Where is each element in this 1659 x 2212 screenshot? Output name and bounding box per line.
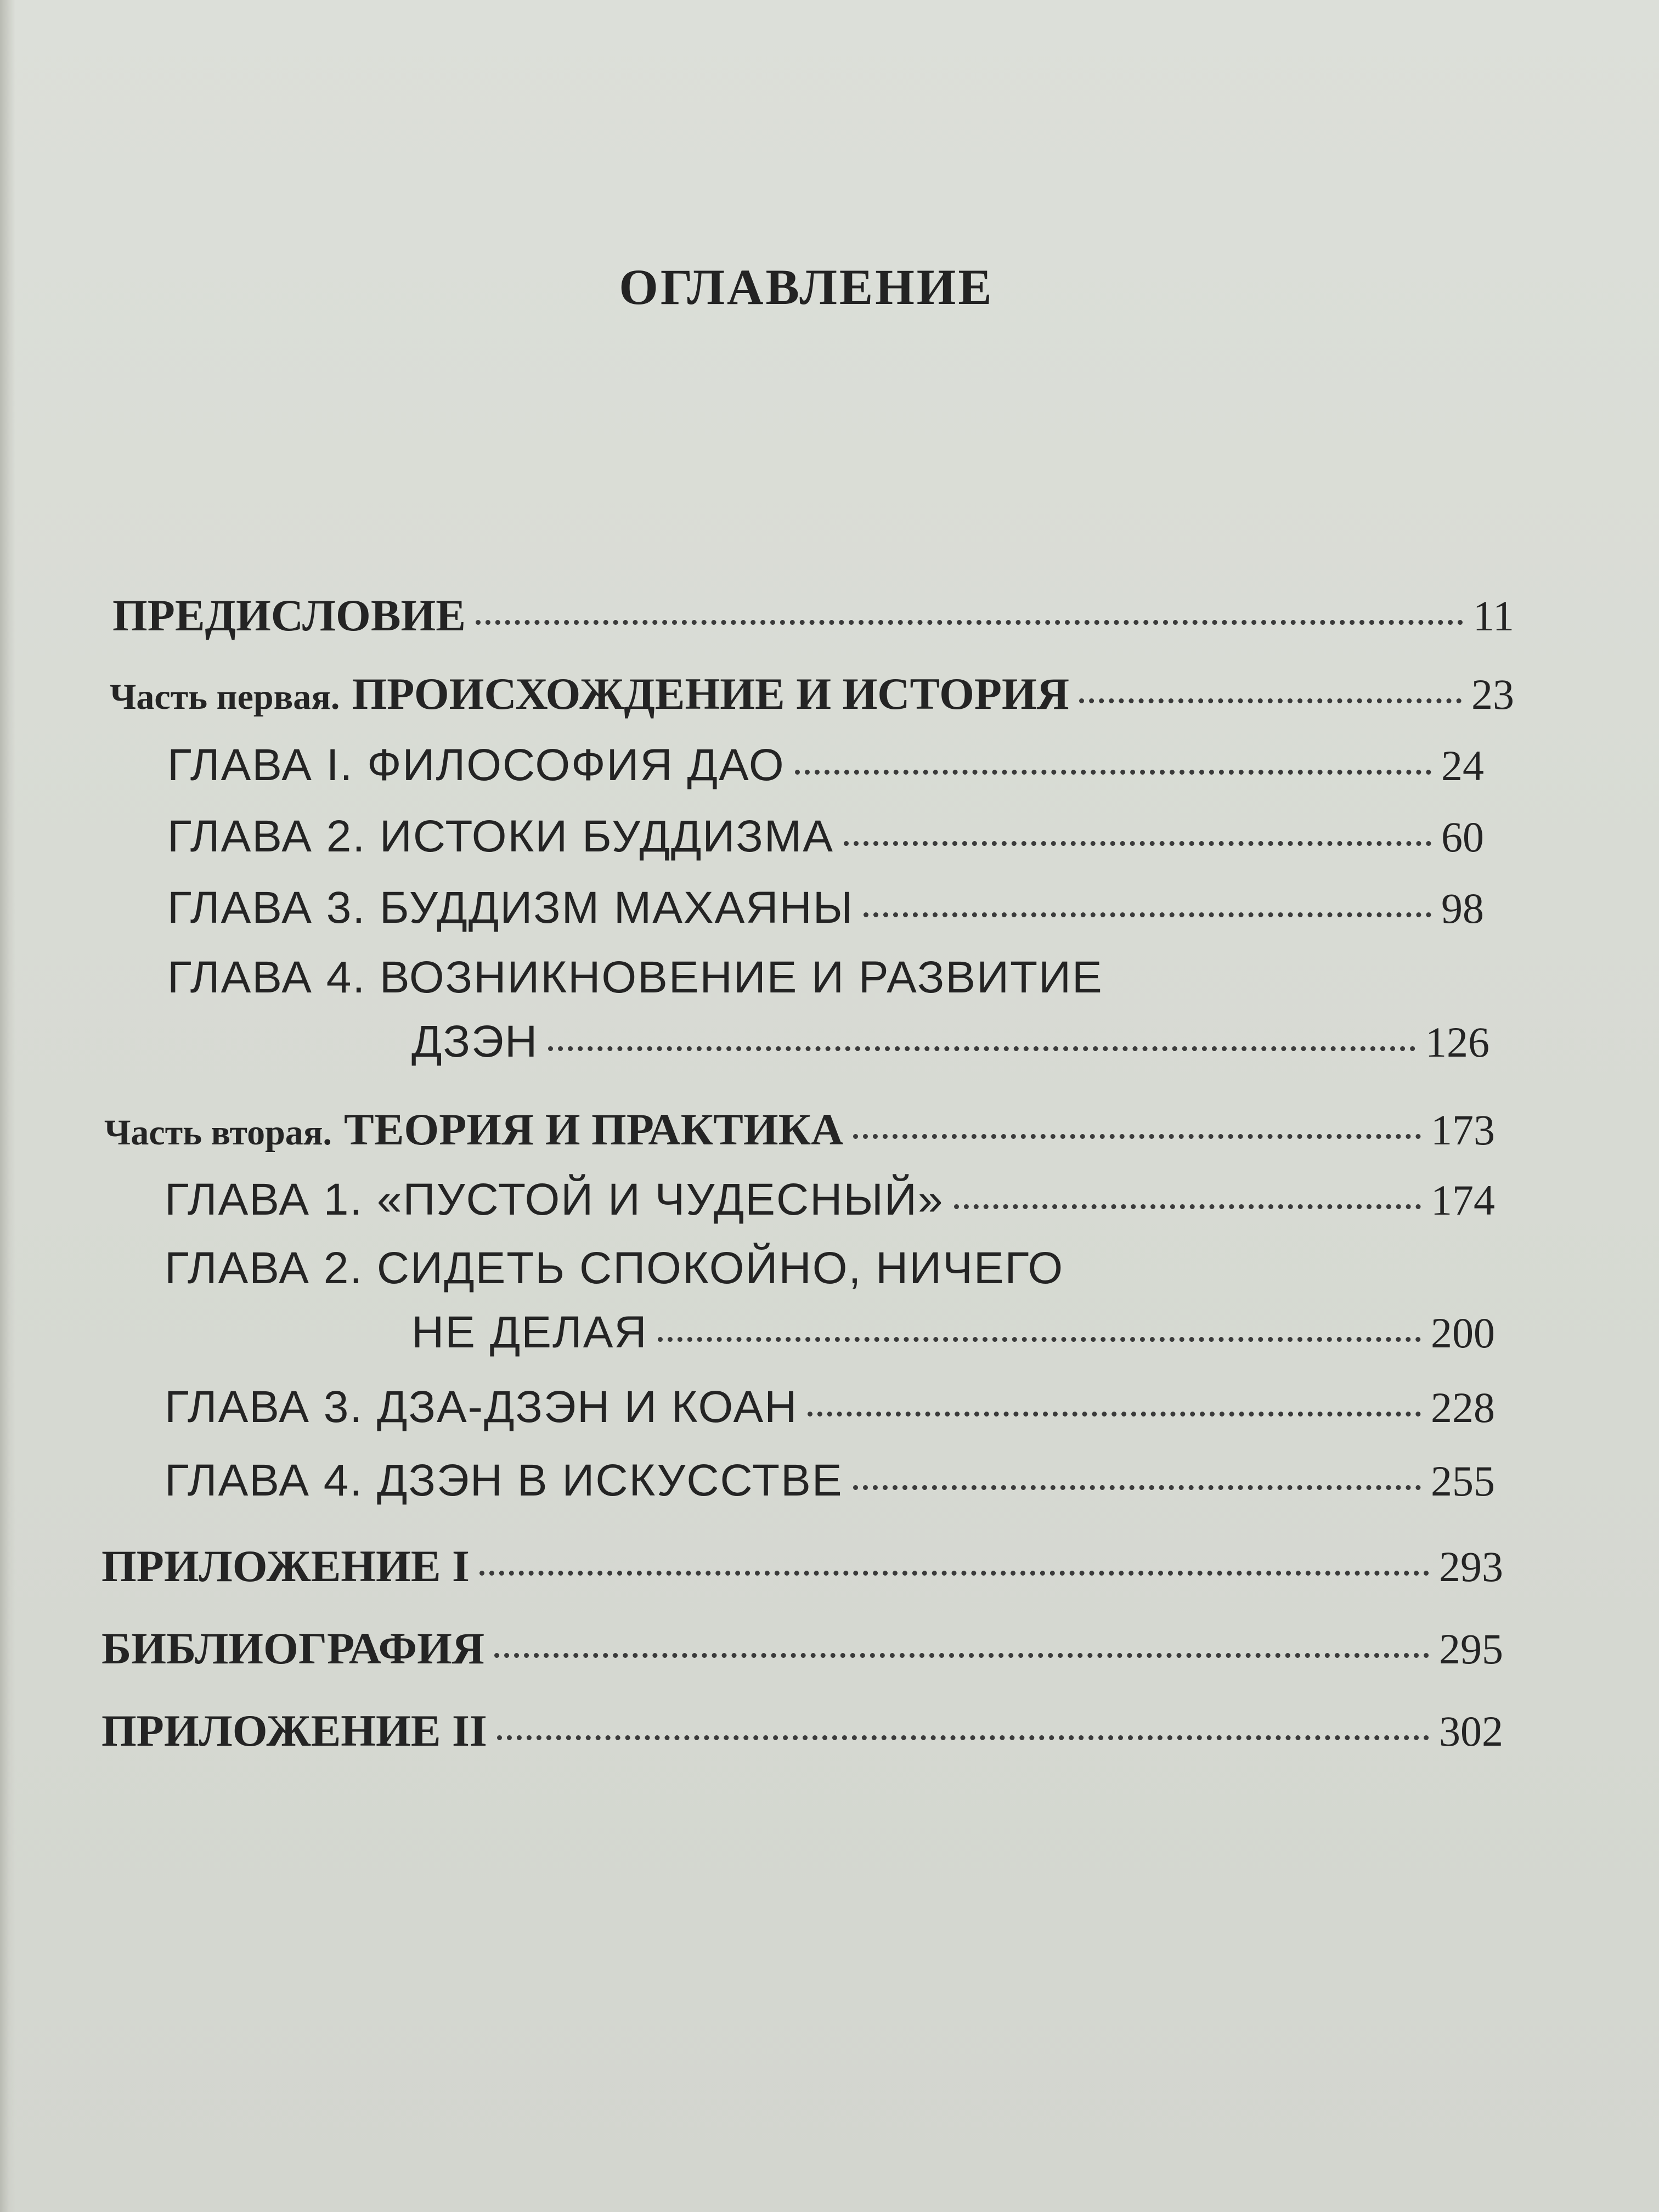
toc-entry-text-line1: ГЛАВА 4. ВОЗНИКНОВЕНИЕ И РАЗВИТИЕ bbox=[167, 952, 1103, 1002]
toc-entry-chapter-1-3[interactable] bbox=[167, 882, 1484, 934]
toc-page-number: 174 bbox=[1431, 1176, 1495, 1224]
toc-entry-bibliography[interactable] bbox=[101, 1623, 1503, 1674]
toc-entry-chapter-2-4[interactable] bbox=[165, 1455, 1495, 1506]
toc-page-number: 228 bbox=[1431, 1384, 1495, 1431]
toc-entry-text: ГЛАВА 3. ДЗА-ДЗЭН И КОАН bbox=[165, 1382, 798, 1432]
dot-leader bbox=[479, 1571, 1429, 1576]
dot-leader bbox=[853, 1485, 1421, 1490]
toc-entry-chapter-2-1[interactable] bbox=[165, 1174, 1495, 1226]
dot-leader bbox=[864, 912, 1431, 917]
toc-entry-text-line2: ДЗЭН bbox=[411, 1017, 539, 1066]
toc-page-number: 23 bbox=[1471, 670, 1514, 718]
toc-entry-text: ГЛАВА 3. БУДДИЗМ МАХАЯНЫ bbox=[167, 883, 854, 933]
dot-leader bbox=[548, 1046, 1415, 1051]
toc-page-number: 24 bbox=[1441, 742, 1484, 789]
toc-entry-text: ПРИЛОЖЕНИЕ I bbox=[101, 1541, 470, 1591]
dot-leader bbox=[853, 1134, 1421, 1139]
toc-page-number: 126 bbox=[1425, 1018, 1489, 1066]
part-label: Часть первая. bbox=[110, 677, 340, 717]
toc-entry-text: ГЛАВА 2. ИСТОКИ БУДДИЗМА bbox=[167, 811, 834, 861]
dot-leader bbox=[494, 1653, 1429, 1658]
toc-entry-text: ТЕОРИЯ И ПРАКТИКА bbox=[344, 1104, 844, 1154]
toc-entry-chapter-1-1[interactable] bbox=[167, 740, 1484, 791]
toc-page-number: 98 bbox=[1441, 884, 1484, 932]
toc-entry-text: ГЛАВА 4. ДЗЭН В ИСКУССТВЕ bbox=[165, 1455, 843, 1505]
toc-page-number: 255 bbox=[1431, 1457, 1495, 1505]
toc-entry-part-two[interactable] bbox=[104, 1104, 1495, 1155]
toc-entry-text: БИБЛИОГРАФИЯ bbox=[101, 1623, 485, 1673]
dot-leader bbox=[497, 1735, 1429, 1740]
dot-leader bbox=[1079, 698, 1462, 703]
dot-leader bbox=[476, 620, 1463, 625]
part-label: Часть вторая. bbox=[104, 1113, 332, 1153]
toc-entry-chapter-2-3[interactable] bbox=[165, 1381, 1495, 1433]
toc-page-number: 295 bbox=[1439, 1625, 1503, 1673]
dot-leader bbox=[795, 770, 1431, 775]
toc-entry-text: ГЛАВА I. ФИЛОСОФИЯ ДАО bbox=[167, 740, 785, 790]
toc-page-number: 302 bbox=[1439, 1707, 1503, 1755]
toc-entry-chapter-1-2[interactable] bbox=[167, 811, 1484, 862]
toc-entry-text-line1: ГЛАВА 2. СИДЕТЬ СПОКОЙНО, НИЧЕГО bbox=[165, 1243, 1064, 1293]
toc-entry-preface[interactable] bbox=[112, 590, 1514, 641]
toc-entry-text: ГЛАВА 1. «ПУСТОЙ И ЧУДЕСНЫЙ» bbox=[165, 1175, 944, 1224]
toc-entry-text: ПРОИСХОЖДЕНИЕ И ИСТОРИЯ bbox=[352, 669, 1069, 719]
toc-page-number: 11 bbox=[1472, 592, 1514, 640]
dot-leader bbox=[658, 1337, 1421, 1342]
toc-entry-text: ПРИЛОЖЕНИЕ II bbox=[101, 1706, 487, 1756]
dot-leader bbox=[844, 841, 1431, 846]
toc-page-number: 173 bbox=[1431, 1106, 1495, 1154]
toc-page-number: 293 bbox=[1439, 1543, 1503, 1590]
toc-entry-text: ПРЕДИСЛОВИЕ bbox=[112, 590, 466, 640]
toc-page-number: 200 bbox=[1431, 1309, 1495, 1357]
toc-page-number: 60 bbox=[1441, 813, 1484, 861]
dot-leader bbox=[954, 1204, 1421, 1209]
toc-entry-appendix-2[interactable] bbox=[101, 1705, 1503, 1757]
dot-leader bbox=[808, 1412, 1421, 1417]
toc-title: ОГЛАВЛЕНИЕ bbox=[619, 259, 994, 315]
toc-entry-part-one[interactable] bbox=[110, 668, 1514, 720]
toc-entry-appendix-1[interactable] bbox=[101, 1541, 1503, 1592]
toc-entry-text-line2: НЕ ДЕЛАЯ bbox=[411, 1307, 648, 1357]
